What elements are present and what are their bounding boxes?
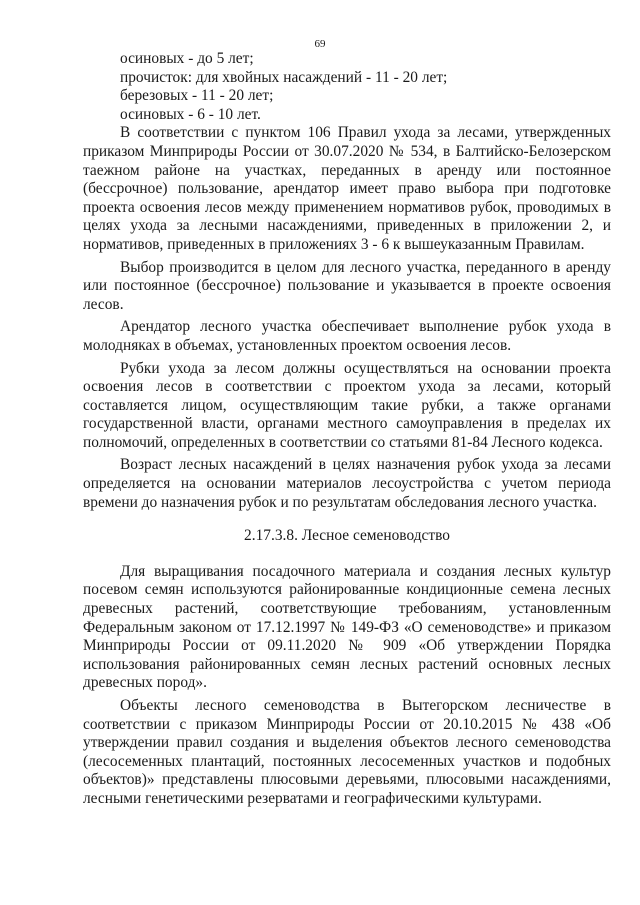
page-number: 69: [314, 38, 326, 50]
paragraph-rules-106: В соответствии с пунктом 106 Правил ухода за лесами, утвержденных приказом Минприроды России от 30.07.2020 № 534, в Балтийско-Белозерском таежном районе на участках, переданных в аренду или постоянное (бессрочное) пользование, арендатор имеет право выбора при подготовке проекта освоения лесов между применением нормативов рубок, проводимых в целях ухода за лесными насаждениями, приведенных в приложении 2, и нормативов, приведенных в приложениях 3 - 6 к вышеуказанным Правилам.: [83, 124, 611, 253]
paragraph-choice: Выбор производится в целом для лесного участка, переданного в аренду или постоянное (бессрочное) пользование и указывается в проекте освоения лесов.: [83, 258, 611, 313]
paragraph-stand-age: Возраст лесных насаждений в целях назначения рубок ухода за лесами определяется на основании материалов лесоустройства с учетом периода времени до назначения рубок и по результатам обследования лесного участка.: [83, 456, 611, 511]
paragraph-seed-objects: Объекты лесного семеноводства в Вытегорском лесничестве в соответствии с приказом Минприроды России от 20.10.2015 № 438 «Об утверждении правил создания и выделения объектов лесного семеноводства (лесосеменных плантаций, постоянных лесосеменных участков и подобных объектов)» представлены плюсовыми деревьями, плюсовыми насаждениями, лесными генетическими резерватами и географическими культурами.: [83, 697, 611, 807]
list-line-aspen-cleaning: осиновых - до 5 лет;: [120, 50, 254, 67]
list-line-aspen-thinning: осиновых - 6 - 10 лет.: [120, 105, 261, 123]
document-body: [83, 50, 611, 809]
paragraph-tenant-duty: Арендатор лесного участка обеспечивает выполнение рубок ухода в молодняках в объемах, установленных проектом освоения лесов.: [83, 318, 611, 354]
list-line-birch-thinning: березовых - 11 - 20 лет;: [120, 87, 274, 105]
paragraph-seed-use: Для выращивания посадочного материала и создания лесных культур посевом семян используются районированные кондиционные семена лесных древесных растений, соответствующие требованиям, установленным Федеральным законом от 17.12.1997 № 149-ФЗ «О семеноводстве» и приказом Минприроды России от 09.11.2020 № 909 «Об утверждении Порядка использования районированных семян лесных растений основных лесных древесных пород».: [83, 562, 611, 692]
paragraph-care-project: Рубки ухода за лесом должны осуществляться на основании проекта освоения лесов в соответствии с проектом ухода за лесами, который составляется лицом, осуществляющим такие рубки, а также органами государственной власти, органами местного самоуправления в пределах их полномочий, определенных в соответствии со статьями 81-84 Лесного кодекса.: [83, 359, 611, 451]
section-heading: 2.17.3.8. Лесное семеноводство: [244, 527, 450, 545]
list-line-conifer-thinning: прочисток: для хвойных насаждений - 11 - 20 лет;: [120, 68, 448, 86]
